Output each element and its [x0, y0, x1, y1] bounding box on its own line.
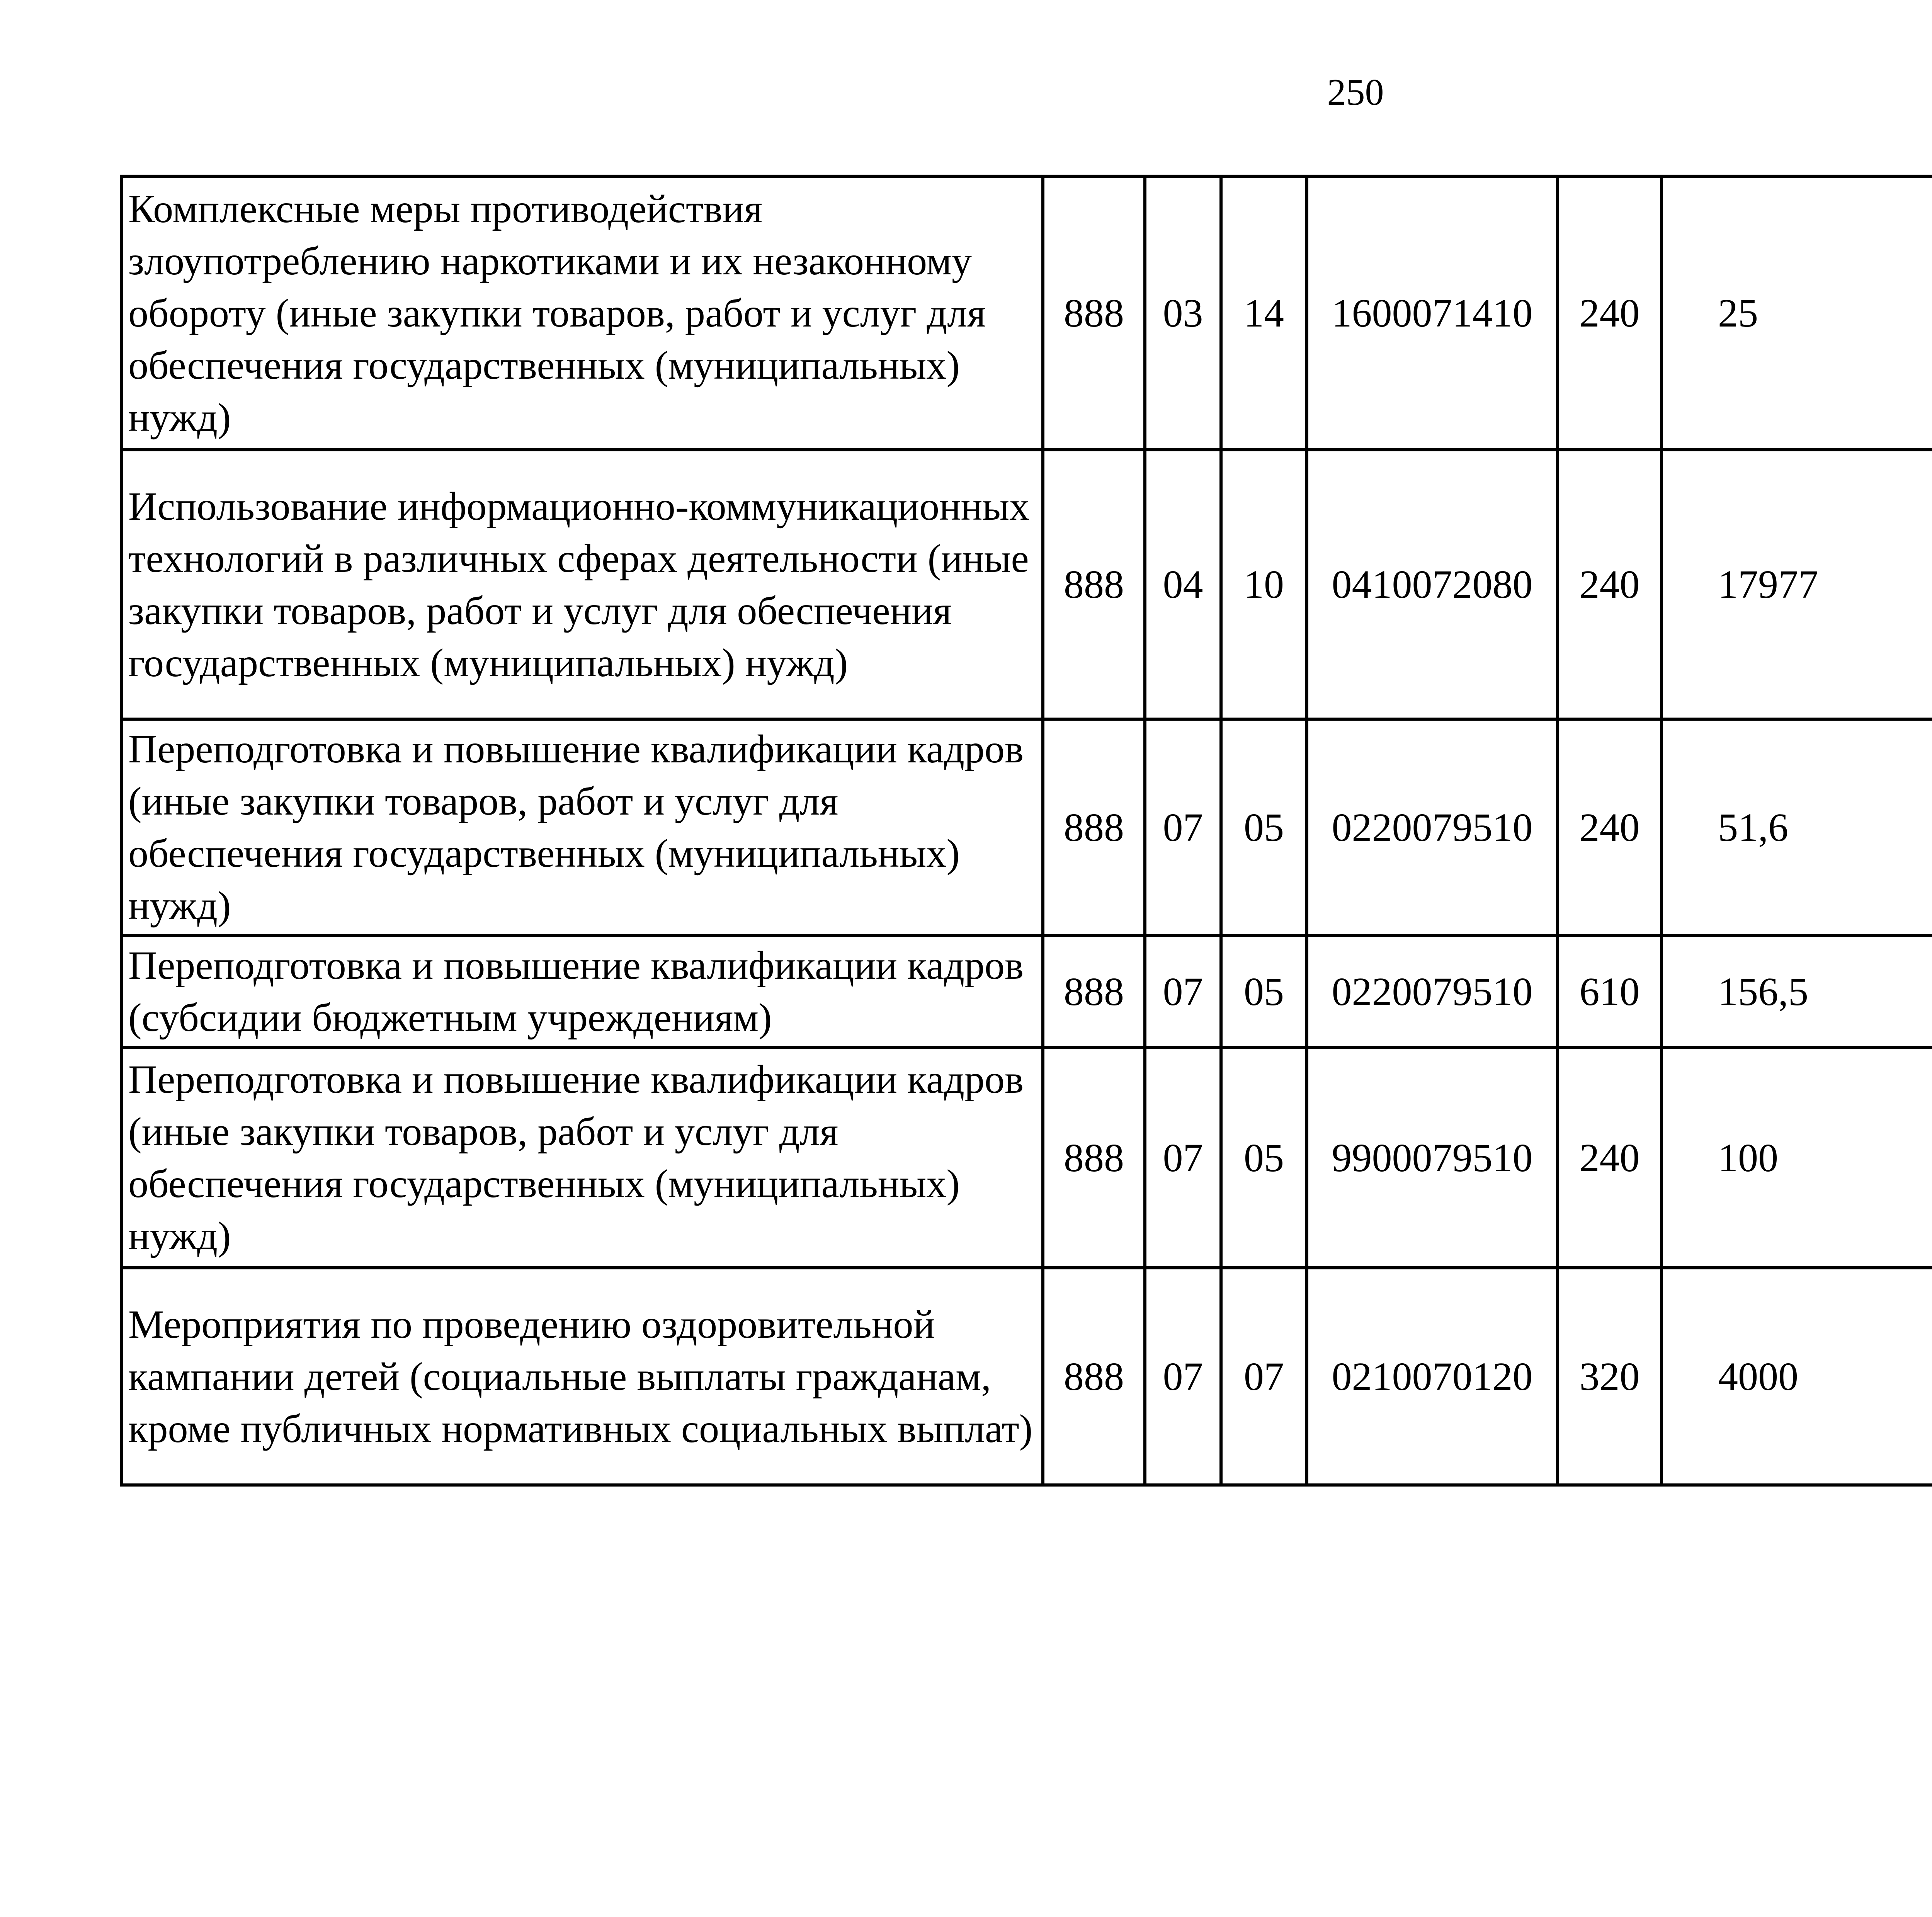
amount-1-cell: 17977: [1662, 450, 1932, 719]
page-number: 250: [1327, 71, 1384, 113]
ministry-code-cell: 888: [1043, 1048, 1145, 1268]
subsection-code-cell: 05: [1221, 1048, 1307, 1268]
ministry-code-cell: 888: [1043, 719, 1145, 936]
ministry-code-cell: 888: [1043, 936, 1145, 1048]
description-cell: Комплексные меры противодействия злоупотреблению наркотиками и их незаконному обороту (иные закупки товаров, работ и услуг для обеспечения государственных (муниципальных) нужд): [121, 176, 1043, 450]
table-row: [121, 176, 1932, 450]
amount-1-cell: 156,5: [1662, 936, 1932, 1048]
section-code-cell: 07: [1145, 1268, 1221, 1485]
subsection-code-cell: 05: [1221, 936, 1307, 1048]
subsection-code-cell: 14: [1221, 176, 1307, 450]
subsection-code-cell: 07: [1221, 1268, 1307, 1485]
ministry-code-cell: 888: [1043, 450, 1145, 719]
target-article-cell: 0210070120: [1307, 1268, 1558, 1485]
description-cell: Мероприятия по проведению оздоровительной кампании детей (социальные выплаты гражданам, кроме публичных нормативных социальных выплат): [121, 1268, 1043, 1485]
table-row: [121, 1048, 1932, 1268]
expense-type-cell: 240: [1558, 450, 1662, 719]
subsection-code-cell: 10: [1221, 450, 1307, 719]
target-article-cell: 9900079510: [1307, 1048, 1558, 1268]
expense-type-cell: 320: [1558, 1268, 1662, 1485]
table-row: [121, 450, 1932, 719]
subsection-code-cell: 05: [1221, 719, 1307, 936]
section-code-cell: 04: [1145, 450, 1221, 719]
amount-1-cell: 100: [1662, 1048, 1932, 1268]
target-article-cell: 0220079510: [1307, 936, 1558, 1048]
expense-type-cell: 610: [1558, 936, 1662, 1048]
target-article-cell: 1600071410: [1307, 176, 1558, 450]
amount-1-cell: 25: [1662, 176, 1932, 450]
section-code-cell: 07: [1145, 719, 1221, 936]
budget-table: [120, 175, 1932, 1487]
description-cell: Переподготовка и повышение квалификации кадров (иные закупки товаров, работ и услуг для обеспечения государственных (муниципальных) нужд): [121, 1048, 1043, 1268]
target-article-cell: 0220079510: [1307, 719, 1558, 936]
target-article-cell: 0410072080: [1307, 450, 1558, 719]
expense-type-cell: 240: [1558, 176, 1662, 450]
ministry-code-cell: 888: [1043, 1268, 1145, 1485]
section-code-cell: 03: [1145, 176, 1221, 450]
table-row: [121, 719, 1932, 936]
table-row: [121, 936, 1932, 1048]
description-cell: Переподготовка и повышение квалификации кадров (субсидии бюджетным учреждениям): [121, 936, 1043, 1048]
description-cell: Использование информационно-коммуникационных технологий в различных сферах деятельности (иные закупки товаров, работ и услуг для обеспечения государственных (муниципальных) нужд): [121, 450, 1043, 719]
section-code-cell: 07: [1145, 936, 1221, 1048]
ministry-code-cell: 888: [1043, 176, 1145, 450]
amount-1-cell: 4000: [1662, 1268, 1932, 1485]
amount-1-cell: 51,6: [1662, 719, 1932, 936]
table-row: [121, 1268, 1932, 1485]
expense-type-cell: 240: [1558, 1048, 1662, 1268]
section-code-cell: 07: [1145, 1048, 1221, 1268]
description-cell: Переподготовка и повышение квалификации кадров (иные закупки товаров, работ и услуг для обеспечения государственных (муниципальных) нужд): [121, 719, 1043, 936]
expense-type-cell: 240: [1558, 719, 1662, 936]
